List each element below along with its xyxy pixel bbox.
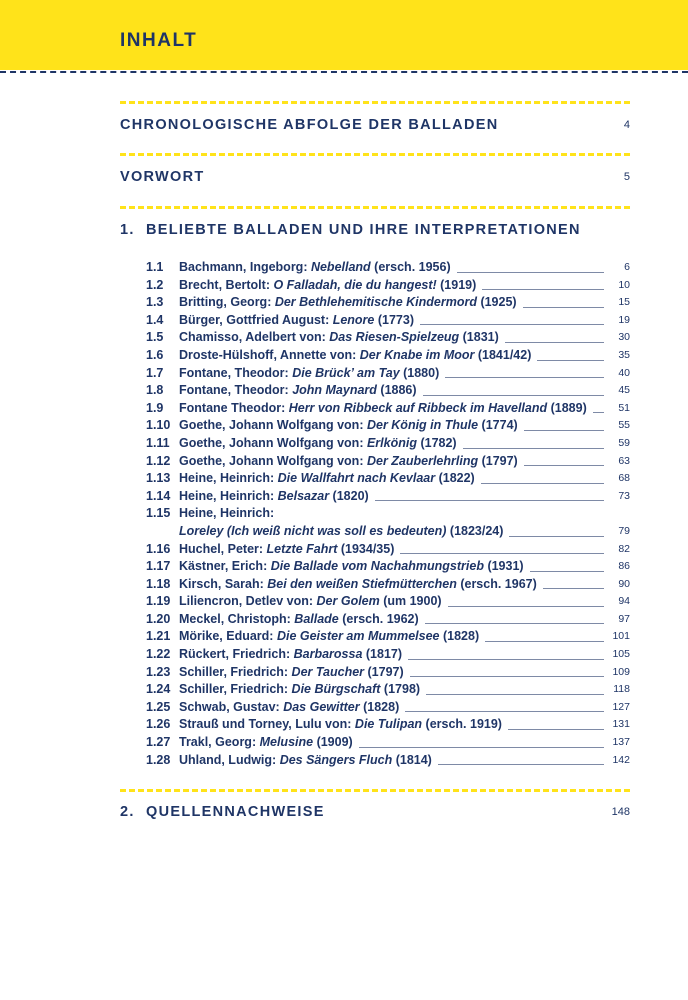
toc-entry[interactable]	[146, 593, 630, 611]
entry-text	[179, 734, 353, 752]
toc-entry[interactable]	[146, 277, 630, 295]
toc-section-chronologie[interactable]	[120, 117, 630, 137]
leader-line	[438, 764, 604, 765]
entry-year: (1774)	[478, 418, 518, 433]
toc-entry[interactable]	[146, 576, 630, 594]
entry-number: 1.26	[146, 717, 171, 732]
entry-number: 1.6	[146, 347, 164, 362]
entry-author: Trakl, Georg:	[179, 735, 260, 750]
entry-number: 1.12	[146, 453, 171, 468]
entry-text	[179, 558, 524, 576]
entry-year: (1931)	[483, 559, 524, 574]
entry-year: (1841/42)	[474, 347, 532, 362]
entry-title: Des Sängers Fluch	[279, 752, 393, 767]
entry-text	[179, 628, 479, 646]
entry-title: Das Riesen-Spielzeug	[329, 330, 460, 345]
entry-page: 109	[612, 665, 630, 678]
entry-title: Erlkönig	[366, 435, 417, 450]
leader-line	[400, 553, 604, 554]
entry-page: 79	[618, 524, 630, 537]
section-page: 4	[623, 119, 630, 131]
entry-author: Schiller, Friedrich:	[179, 664, 292, 679]
entry-text	[179, 541, 394, 559]
entry-text	[179, 294, 517, 312]
entry-number: 1.4	[146, 312, 164, 327]
leader-line	[524, 430, 604, 431]
entry-author: Goethe, Johann Wolfgang von:	[179, 453, 367, 468]
entry-number: 1.23	[146, 664, 171, 679]
entry-number: 1.24	[146, 682, 171, 697]
entry-title: Der Golem	[316, 594, 380, 609]
leader-line	[543, 588, 604, 589]
entry-page: 6	[624, 261, 630, 273]
toc-section-vorwort[interactable]	[120, 169, 630, 189]
entry-title: Die Ballade vom Nachahmungstrieb	[270, 559, 484, 574]
entry-title: Die Geister am Mummelsee	[276, 629, 440, 644]
entry-page: 51	[618, 401, 630, 414]
leader-line	[423, 395, 604, 396]
entry-title: Die Tulipan	[354, 717, 423, 732]
entry-number: 1.22	[146, 647, 171, 662]
toc-entry[interactable]	[146, 681, 630, 699]
leader-line	[523, 307, 604, 308]
entry-title: Barbarossa	[293, 647, 363, 662]
entry-page: 86	[618, 560, 630, 573]
entry-author: Liliencron, Detlev von:	[179, 594, 317, 609]
entry-author: Britting, Georg:	[179, 295, 275, 310]
entry-title: Letzte Fahrt	[266, 541, 338, 556]
entry-author: Droste-Hülshoff, Annette von:	[179, 347, 360, 362]
entry-author: Goethe, Johann Wolfgang von:	[179, 435, 367, 450]
entry-number: 1.14	[146, 488, 171, 503]
entry-number: 1.27	[146, 735, 171, 750]
entry-number: 1.10	[146, 418, 171, 433]
entry-page: 19	[618, 313, 630, 326]
entry-author: Goethe, Johann Wolfgang von:	[179, 418, 367, 433]
toc-entry[interactable]	[146, 628, 630, 646]
toc-entry[interactable]	[146, 294, 630, 312]
entry-title: Belsazar	[277, 488, 330, 503]
header-bar	[0, 0, 688, 70]
entry-text	[179, 593, 442, 611]
entry-year: (1925)	[476, 295, 517, 310]
entry-page: 142	[612, 753, 630, 766]
entry-title: Der Bethlehemitische Kindermord	[274, 295, 477, 310]
entry-author: Schwab, Gustav:	[179, 699, 284, 714]
leader-line	[425, 623, 604, 624]
entry-page: 73	[618, 489, 630, 502]
entry-year: (1823/24)	[446, 523, 504, 538]
entry-title: Ballade	[294, 611, 339, 626]
entry-number: 1.5	[146, 330, 164, 345]
toc-entry[interactable]	[146, 752, 630, 770]
entry-number: 1.16	[146, 541, 171, 556]
entry-number: 1.7	[146, 365, 164, 380]
entry-year: (1886)	[376, 383, 417, 398]
section-divider	[120, 206, 630, 209]
entry-text	[179, 382, 417, 400]
entry-author: Chamisso, Adelbert von:	[179, 330, 330, 345]
entry-title: Der Knabe im Moor	[359, 347, 475, 362]
toc-entry[interactable]	[146, 365, 630, 383]
entry-title: John Maynard	[292, 383, 377, 398]
leader-line	[505, 342, 604, 343]
entry-author: Brecht, Bertolt:	[179, 277, 274, 292]
entry-page: 101	[612, 630, 630, 643]
toc-entry[interactable]	[146, 417, 630, 435]
leader-line	[375, 500, 604, 501]
entry-page: 45	[618, 384, 630, 397]
entry-number: 1.13	[146, 471, 171, 486]
toc-entry[interactable]	[146, 329, 630, 347]
entry-text	[179, 681, 420, 699]
leader-line	[485, 641, 604, 642]
toc-section-quellen[interactable]	[120, 804, 630, 824]
entry-year: (1817)	[362, 647, 403, 662]
entry-author: Heine, Heinrich:	[179, 506, 275, 521]
leader-line	[445, 377, 604, 378]
entry-author: Mörike, Eduard:	[179, 629, 277, 644]
toc-entry[interactable]	[146, 453, 630, 471]
entry-year: (1934/35)	[337, 541, 395, 556]
entry-author: Meckel, Christoph:	[179, 611, 295, 626]
entry-text	[179, 488, 369, 506]
toc-entry-list	[146, 259, 630, 769]
entry-page: 68	[618, 472, 630, 485]
leader-line	[426, 694, 604, 695]
entry-text	[179, 523, 503, 541]
page-title: INHALT	[120, 30, 198, 51]
entry-author: Fontane, Theodor:	[179, 365, 293, 380]
leader-line	[537, 360, 604, 361]
entry-text	[179, 470, 475, 488]
entry-title: Herr von Ribbeck auf Ribbeck im Havelland	[288, 400, 548, 415]
entry-text	[179, 576, 537, 594]
leader-line	[593, 412, 604, 413]
entry-year: (1820)	[329, 488, 369, 503]
entry-title: Loreley (Ich weiß nicht was soll es bedeuten)	[179, 523, 447, 538]
entry-year: (1828)	[439, 629, 480, 644]
entry-year: (1797)	[364, 664, 404, 679]
toc-entry[interactable]	[146, 523, 630, 541]
leader-line	[524, 465, 604, 466]
entry-number: 1.21	[146, 629, 171, 644]
section-number: 1.	[120, 222, 135, 238]
entry-year: (ersch. 1962)	[338, 611, 419, 626]
entry-author: Huchel, Peter:	[179, 541, 267, 556]
leader-line	[509, 536, 604, 537]
entry-page: 105	[612, 648, 630, 661]
entry-page: 137	[612, 736, 630, 749]
entry-text	[179, 752, 432, 770]
entry-text	[179, 505, 274, 523]
toc-entry[interactable]	[146, 470, 630, 488]
leader-line	[481, 483, 604, 484]
entry-author: Fontane Theodor:	[179, 400, 289, 415]
entry-text	[179, 646, 402, 664]
entry-text	[179, 699, 399, 717]
section-number: 2.	[120, 804, 135, 820]
toc-entry[interactable]	[146, 488, 630, 506]
toc-entry[interactable]	[146, 734, 630, 752]
entry-number: 1.28	[146, 752, 171, 767]
entry-author: Heine, Heinrich:	[179, 488, 278, 503]
entry-author: Schiller, Friedrich:	[179, 682, 292, 697]
toc-entry[interactable]	[146, 505, 630, 523]
section-divider	[120, 153, 630, 156]
entry-author: Heine, Heinrich:	[179, 471, 278, 486]
entry-text	[179, 259, 451, 277]
entry-title: Die Bürgschaft	[291, 682, 381, 697]
entry-text	[179, 417, 518, 435]
entry-year: (um 1900)	[379, 594, 442, 609]
entry-page: 59	[618, 436, 630, 449]
entry-author: Strauß und Torney, Lulu von:	[179, 717, 355, 732]
entry-title: Der König in Thule	[366, 418, 479, 433]
leader-line	[420, 324, 604, 325]
entry-page: 82	[618, 542, 630, 555]
entry-year: (1814)	[392, 752, 432, 767]
entry-page: 63	[618, 454, 630, 467]
entry-title: Melusine	[259, 735, 314, 750]
toc-entry[interactable]	[146, 611, 630, 629]
section-divider	[120, 789, 630, 792]
toc-entry[interactable]	[146, 435, 630, 453]
entry-number: 1.18	[146, 576, 171, 591]
entry-number: 1.3	[146, 295, 164, 310]
entry-year: (ersch. 1956)	[370, 260, 451, 274]
entry-text	[179, 329, 499, 347]
entry-year: (1822)	[435, 471, 475, 486]
entry-year: (1889)	[547, 400, 587, 415]
entry-text	[179, 453, 518, 471]
entry-author: Kirsch, Sarah:	[179, 576, 268, 591]
entry-author: Rückert, Friedrich:	[179, 647, 294, 662]
entry-year: (1797)	[478, 453, 518, 468]
toc-entry[interactable]	[146, 541, 630, 559]
entry-year: (ersch. 1967)	[456, 576, 537, 591]
entry-year: (1831)	[459, 330, 499, 345]
entry-page: 90	[618, 577, 630, 590]
entry-title: Lenore	[332, 312, 375, 327]
entry-number: 1.9	[146, 400, 164, 415]
entry-page: 127	[612, 700, 630, 713]
section-title: BELIEBTE BALLADEN UND IHRE INTERPRETATIONEN	[146, 222, 581, 238]
entry-number: 1.2	[146, 277, 164, 292]
entry-page: 131	[612, 718, 630, 731]
toc-entry[interactable]	[146, 558, 630, 576]
entry-text	[179, 365, 439, 383]
entry-text	[179, 277, 476, 295]
toc-entry[interactable]	[146, 259, 630, 277]
entry-number: 1.25	[146, 699, 171, 714]
entry-page: 97	[618, 612, 630, 625]
leader-line	[530, 571, 604, 572]
entry-page: 94	[618, 595, 630, 608]
toc-entry[interactable]	[146, 664, 630, 682]
entry-title: Nebelland	[310, 260, 371, 274]
entry-title: Das Gewitter	[283, 699, 360, 714]
entry-year: (ersch. 1919)	[422, 717, 502, 732]
toc-section-balladen[interactable]	[120, 222, 630, 242]
entry-text	[179, 716, 502, 734]
leader-line	[457, 272, 604, 273]
leader-line	[463, 448, 604, 449]
entry-year: (1773)	[374, 312, 414, 327]
toc-entry[interactable]	[146, 312, 630, 330]
entry-page: 30	[618, 331, 630, 344]
entry-year: (1798)	[380, 682, 421, 697]
entry-text	[179, 435, 457, 453]
entry-text	[179, 400, 587, 418]
section-title: QUELLENNACHWEISE	[146, 804, 325, 820]
entry-author: Bürger, Gottfried August:	[179, 312, 333, 327]
entry-title: Die Wallfahrt nach Kevlaar	[277, 471, 436, 486]
entry-author: Uhland, Ludwig:	[179, 752, 280, 767]
entry-number: 1.8	[146, 383, 164, 398]
toc-entry[interactable]	[146, 400, 630, 418]
toc-entry[interactable]	[146, 646, 630, 664]
entry-year: (1782)	[416, 435, 457, 450]
entry-text	[179, 664, 404, 682]
entry-number: 1.15	[146, 506, 171, 521]
entry-author: Bachmann, Ingeborg:	[179, 260, 311, 274]
entry-number: 1.20	[146, 611, 171, 626]
toc-entry[interactable]	[146, 699, 630, 717]
entry-author: Kästner, Erich:	[179, 559, 271, 574]
entry-number: 1.19	[146, 594, 171, 609]
section-page: 5	[623, 171, 630, 183]
entry-title: Die Brück’ am Tay	[292, 365, 400, 380]
entry-text	[179, 312, 414, 330]
entry-page: 35	[618, 348, 630, 361]
toc-entry[interactable]	[146, 716, 630, 734]
toc-entry[interactable]	[146, 347, 630, 365]
entry-author: Fontane, Theodor:	[179, 383, 293, 398]
entry-page: 10	[618, 278, 630, 291]
entry-year: (1880)	[399, 365, 440, 380]
leader-line	[408, 659, 604, 660]
section-title: VORWORT	[120, 169, 205, 185]
leader-line	[482, 289, 604, 290]
entry-text	[179, 347, 531, 365]
leader-line	[508, 729, 604, 730]
entry-year: (1919)	[436, 277, 477, 292]
section-divider	[120, 101, 630, 104]
entry-year: (1909)	[313, 735, 353, 750]
section-page: 148	[611, 806, 630, 818]
entry-number: 1.11	[146, 435, 170, 450]
toc-entry[interactable]	[146, 382, 630, 400]
entry-number: 1.1	[146, 260, 164, 274]
entry-page: 15	[618, 296, 630, 309]
entry-text	[179, 611, 419, 629]
entry-year: (1828)	[359, 699, 400, 714]
leader-line	[359, 747, 604, 748]
leader-line	[405, 711, 604, 712]
entry-title: Der Zauberlehrling	[366, 453, 479, 468]
entry-title: Der Taucher	[291, 664, 365, 679]
entry-title: Bei den weißen Stiefmütterchen	[267, 576, 457, 591]
entry-page: 118	[613, 683, 630, 696]
header-divider	[0, 71, 688, 73]
entry-page: 40	[618, 366, 630, 379]
entry-number: 1.17	[146, 559, 171, 574]
leader-line	[410, 676, 604, 677]
leader-line	[448, 606, 604, 607]
section-title: CHRONOLOGISCHE ABFOLGE DER BALLADEN	[120, 117, 499, 133]
entry-title: O Falladah, die du hangest!	[273, 277, 437, 292]
entry-page: 55	[618, 419, 630, 432]
